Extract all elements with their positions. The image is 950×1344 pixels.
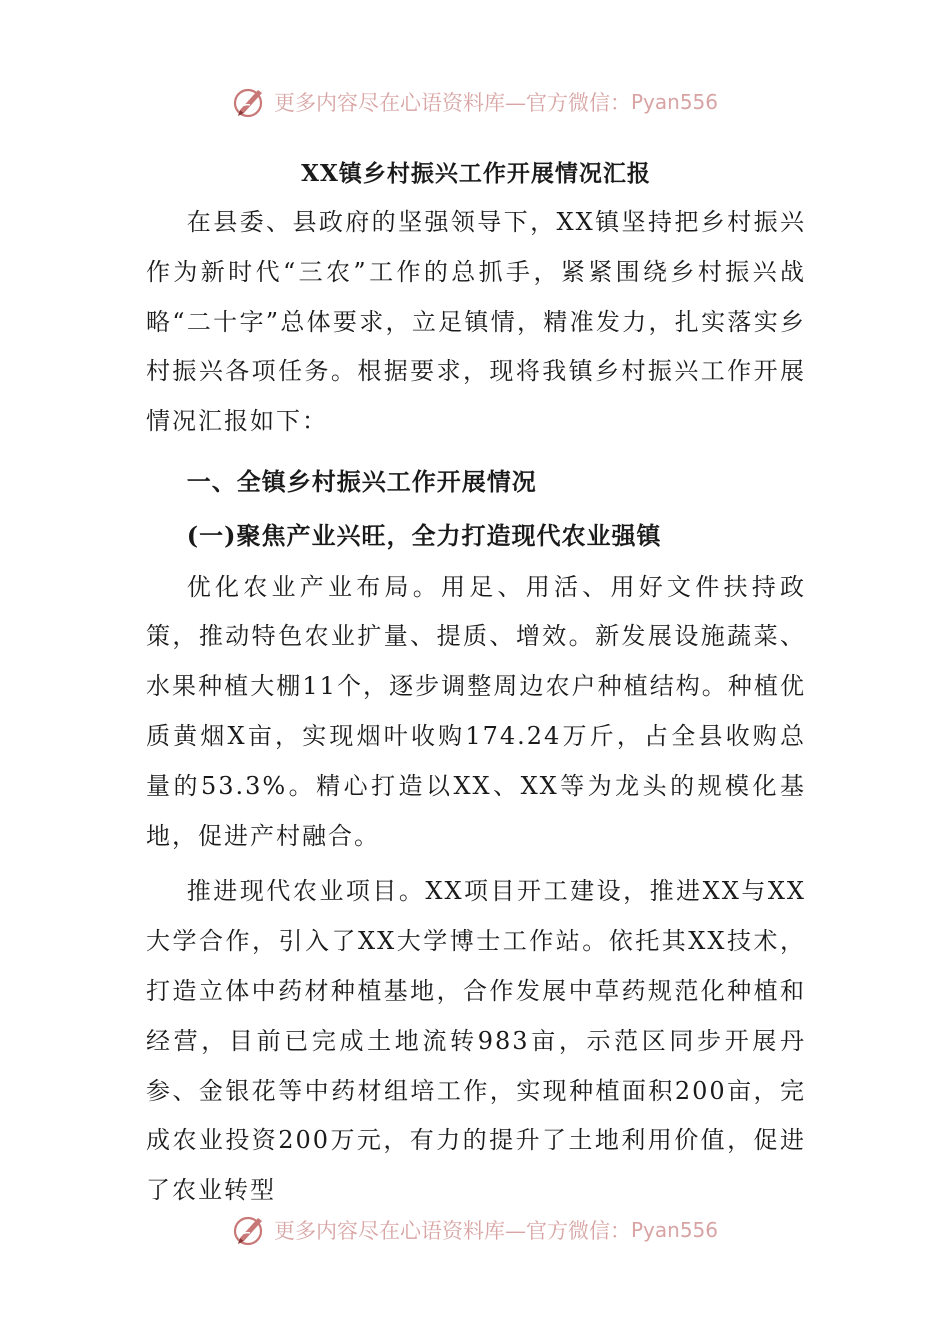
- subsection-heading-1: (一)聚焦产业兴旺，全力打造现代农业强镇: [186, 520, 662, 550]
- pen-in-circle-icon: [232, 84, 268, 120]
- paragraph-modern-agriculture: 推进现代农业项目。XX项目开工建设，推进XX与XX大学合作，引入了XX大学博士工作站。依托其XX技术，打造立体中药材种植基地，合作发展中草药规范化种植和经营，目前已完成土地流转983亩，示范区同步开展丹参、金银花等中药材组培工作，实现种植面积200亩，完成农业投资200万元，有力的提升了土地利用价值，促进了农业转型: [146, 877, 806, 1205]
- watermark-text: 更多内容尽在心语资料库—官方微信：: [273, 91, 631, 115]
- intro-paragraph: 在县委、县政府的坚强领导下，XX镇坚持把乡村振兴作为新时代“三农”工作的总抓手，紧紧围绕乡村振兴战略“二十字”总体要求，立足镇情，精准发力，扎实落实乡村振兴各项任务。根据要求，现将我镇乡村振兴工作开展情况汇报如下：: [146, 208, 806, 436]
- pen-in-circle-icon: [232, 1212, 268, 1248]
- watermark-header: [0, 82, 950, 122]
- watermark-footer: [0, 1210, 950, 1250]
- document-body: [146, 150, 806, 1216]
- watermark-wechat-id: Pyan556: [630, 90, 718, 114]
- document-title: XX镇乡村振兴工作开展情况汇报: [301, 160, 651, 187]
- section-heading-1: 一、全镇乡村振兴工作开展情况: [186, 466, 537, 496]
- watermark-wechat-id: Pyan556: [630, 1218, 718, 1242]
- paragraph-industry-layout: 优化农业产业布局。用足、用活、用好文件扶持政策，推动特色农业扩量、提质、增效。新发展设施蔬菜、水果种植大棚11个，逐步调整周边农户种植结构。种植优质黄烟X亩，实现烟叶收购174.24万斤，占全县收购总量的53.3%。精心打造以XX、XX等为龙头的规模化基地，促进产村融合。: [146, 572, 806, 850]
- watermark-text: 更多内容尽在心语资料库—官方微信：: [273, 1219, 631, 1243]
